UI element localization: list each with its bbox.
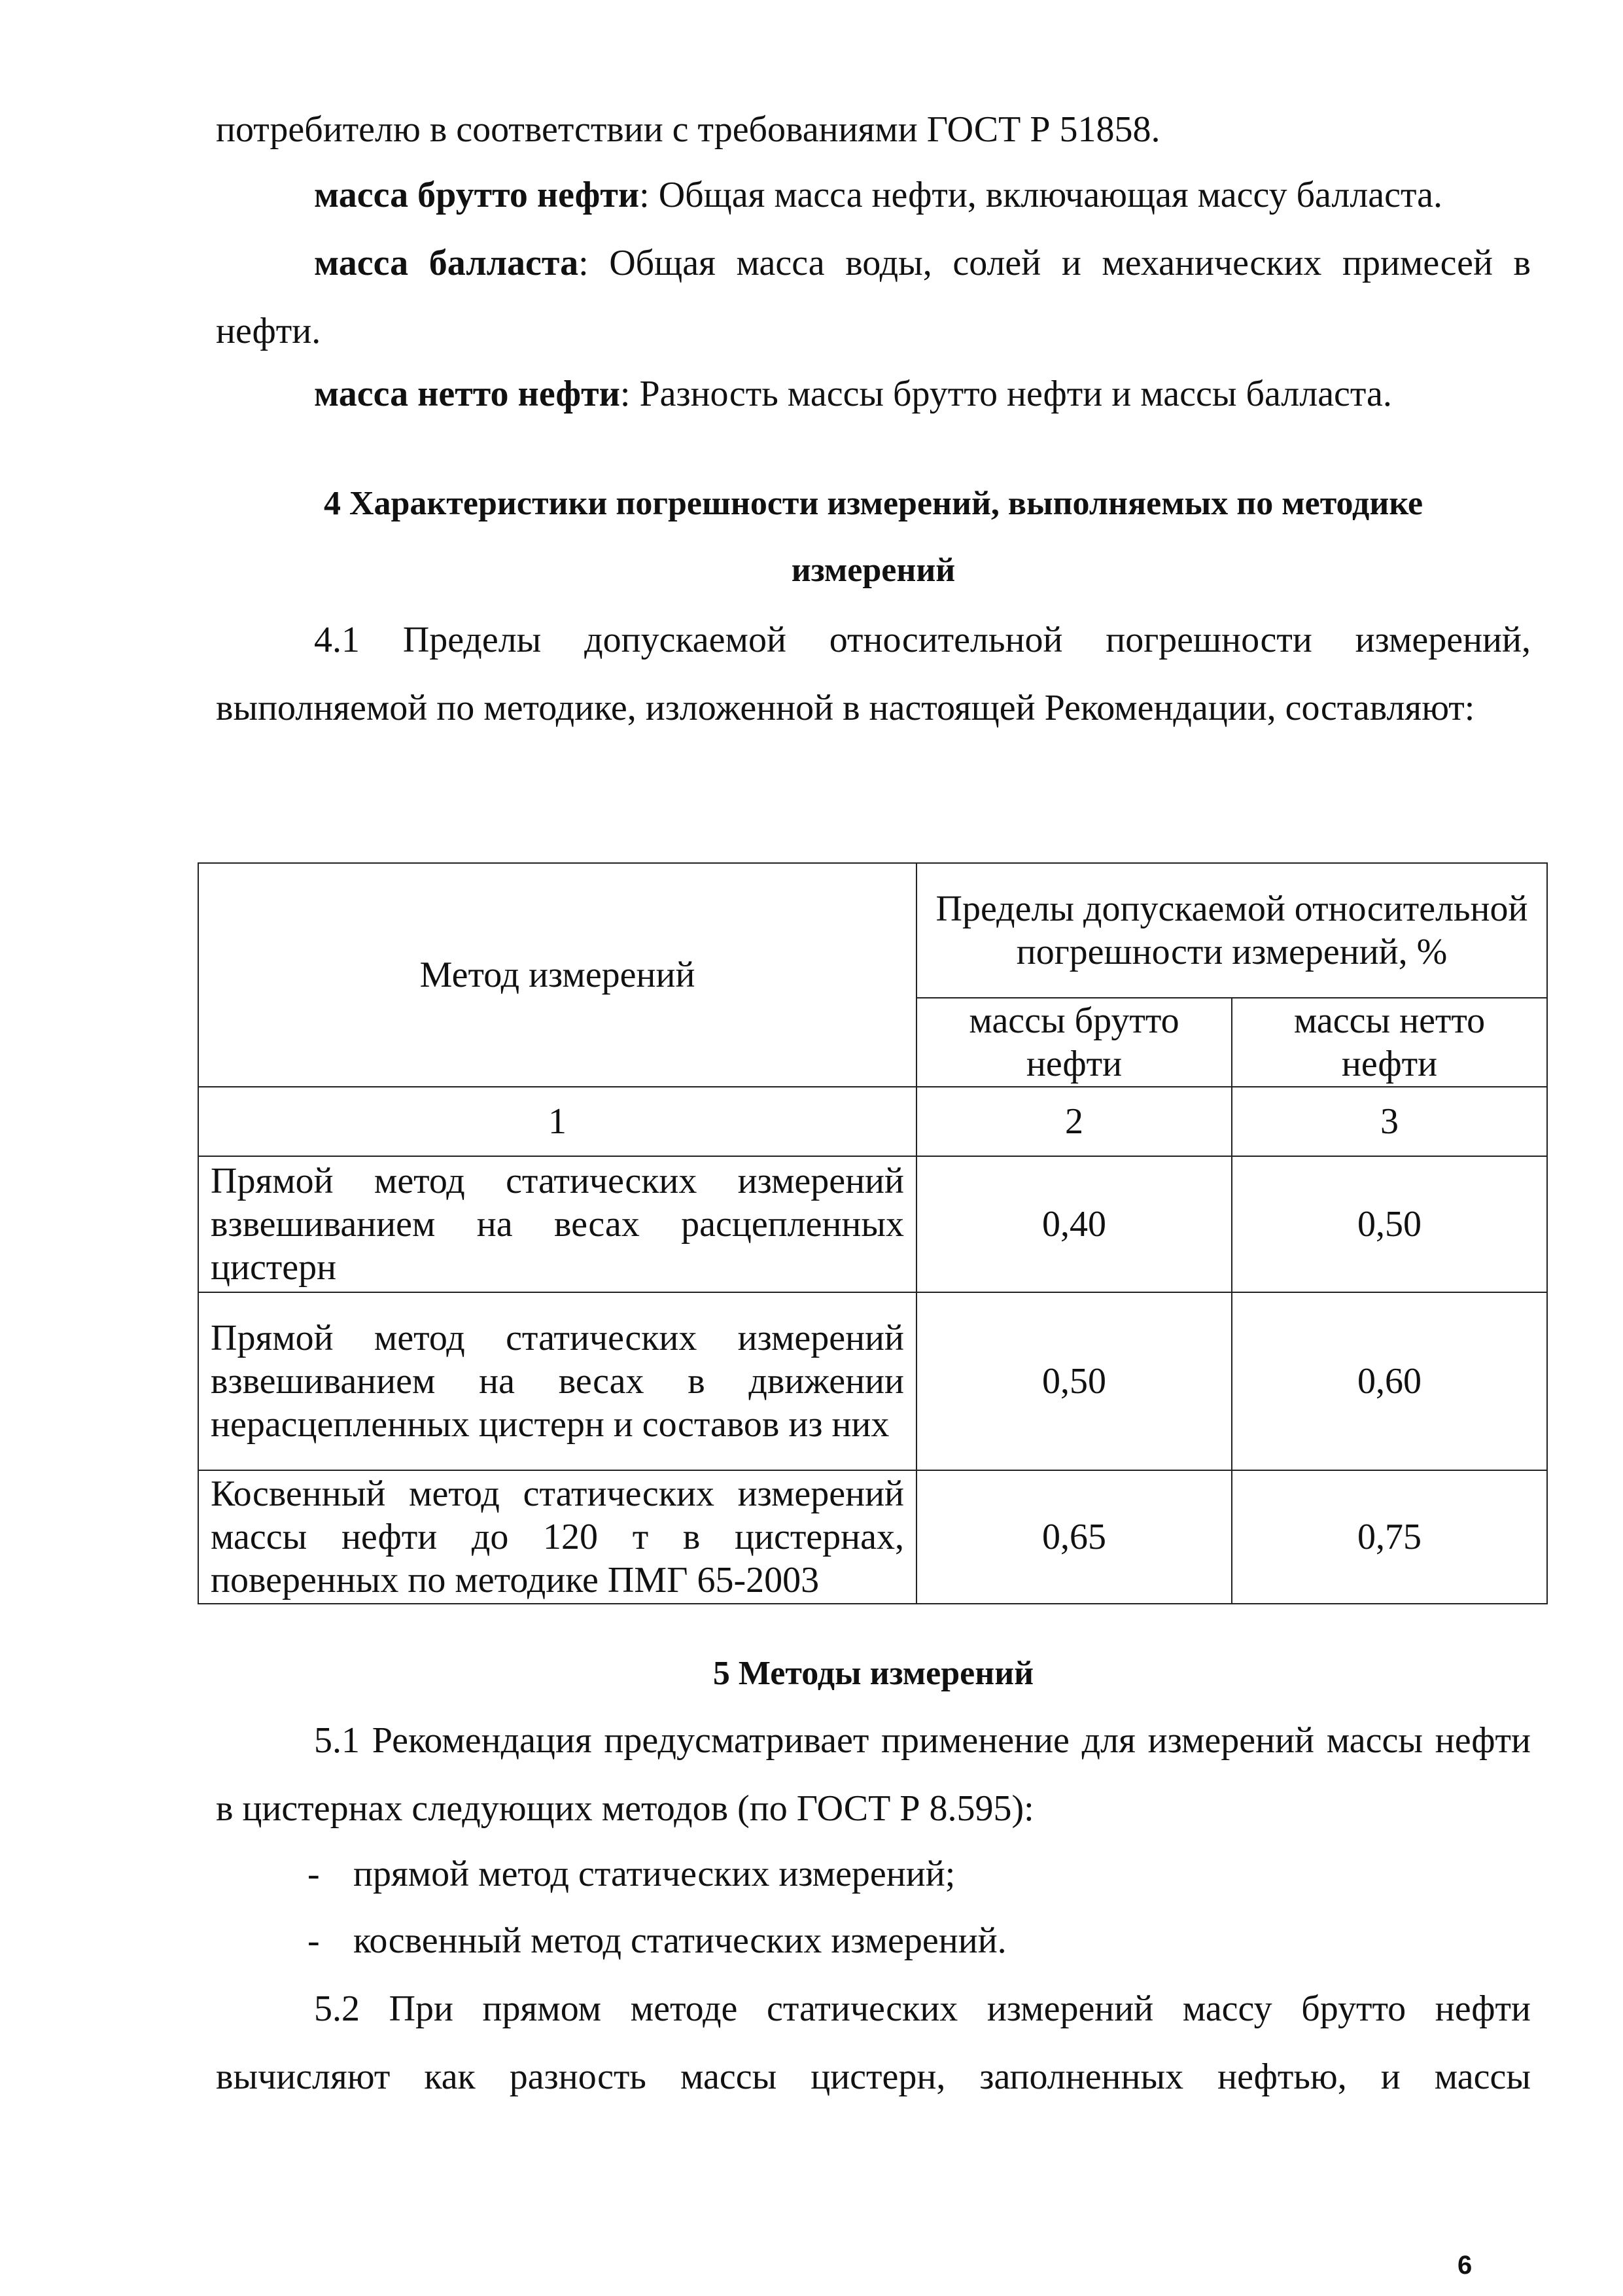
column-number: 1 [198,1087,916,1156]
net-value-cell: 0,60 [1232,1292,1547,1470]
definition-gross-mass-text: : Общая масса нефти, включающая массу балласта. [639,175,1443,215]
definition-ballast-mass-text: : Общая масса воды, солей и механических примесей в нефти. [216,243,1531,351]
table-row [198,1470,1547,1604]
term-ballast-mass: масса балласта [314,243,579,283]
definition-gross-mass [216,161,1531,229]
gross-value-cell: 0,40 [916,1156,1232,1292]
method-cell: Прямой метод статических измерений взвешиванием на весах расцепленных цистерн [198,1156,916,1292]
header-net: массы нетто нефти [1232,998,1547,1087]
section-5-heading: 5 Методы измерений [712,1655,1034,1692]
column-number: 3 [1232,1087,1547,1156]
table-header-row [198,863,1547,998]
paragraph-5-1: 5.1 Рекомендация предусматривает применение для измерений массы нефти в цистернах следующих методов (по ГОСТ Р 8.595): [216,1720,1531,1829]
definition-net-mass [216,360,1531,428]
net-value-cell: 0,75 [1232,1470,1547,1604]
gross-value-cell: 0,50 [916,1292,1232,1470]
gross-value-cell: 0,65 [916,1470,1232,1604]
page-number: 6 [1457,2251,1473,2280]
definition-net-mass-text: : Разность массы брутто нефти и массы балласта. [620,374,1392,414]
table-column-numbers-row [198,1087,1547,1156]
paragraph-continuation: потребителю в соответствии с требованиями ГОСТ Р 51858. [216,109,1161,150]
header-method: Метод измерений [198,863,916,1087]
section-4-heading-line1: 4 Характеристики погрешности измерений, выполняемых по методике [323,485,1423,522]
header-limits: Пределы допускаемой относительной погрешности измерений, % [916,863,1547,998]
definition-ballast-mass [216,229,1531,365]
list-item [307,1907,1531,1975]
section-4-heading-line2: измерений [791,552,956,589]
method-cell: Прямой метод статических измерений взвешиванием на весах в движении нерасцепленных цистерн и составов из них [198,1292,916,1470]
net-value-cell: 0,50 [1232,1156,1547,1292]
list-dash: - [307,1854,320,1894]
list-item-text: косвенный метод статических измерений. [353,1920,1007,1961]
error-limits-table [198,862,1548,1604]
list-item-text: прямой метод статических измерений; [353,1854,956,1894]
term-net-mass: масса нетто нефти [314,374,620,414]
paragraph-5-2: 5.2 При прямом методе статических измерений массу брутто нефти вычисляют как разность массы цистерн, заполненных нефтью, и массы [216,1988,1531,2097]
column-number: 2 [916,1087,1232,1156]
table-row [198,1156,1547,1292]
table-row [198,1292,1547,1470]
method-cell: Косвенный метод статических измерений массы нефти до 120 т в цистернах, поверенных по методике ПМГ 65-2003 [198,1470,916,1604]
header-gross: массы брутто нефти [916,998,1232,1087]
term-gross-mass: масса брутто нефти [314,175,640,215]
list-item [307,1840,1531,1908]
paragraph-4-1: 4.1 Пределы допускаемой относительной погрешности измерений, выполняемой по методике, изложенной в настоящей Рекомендации, составляют: [216,620,1531,728]
list-dash: - [307,1920,320,1961]
